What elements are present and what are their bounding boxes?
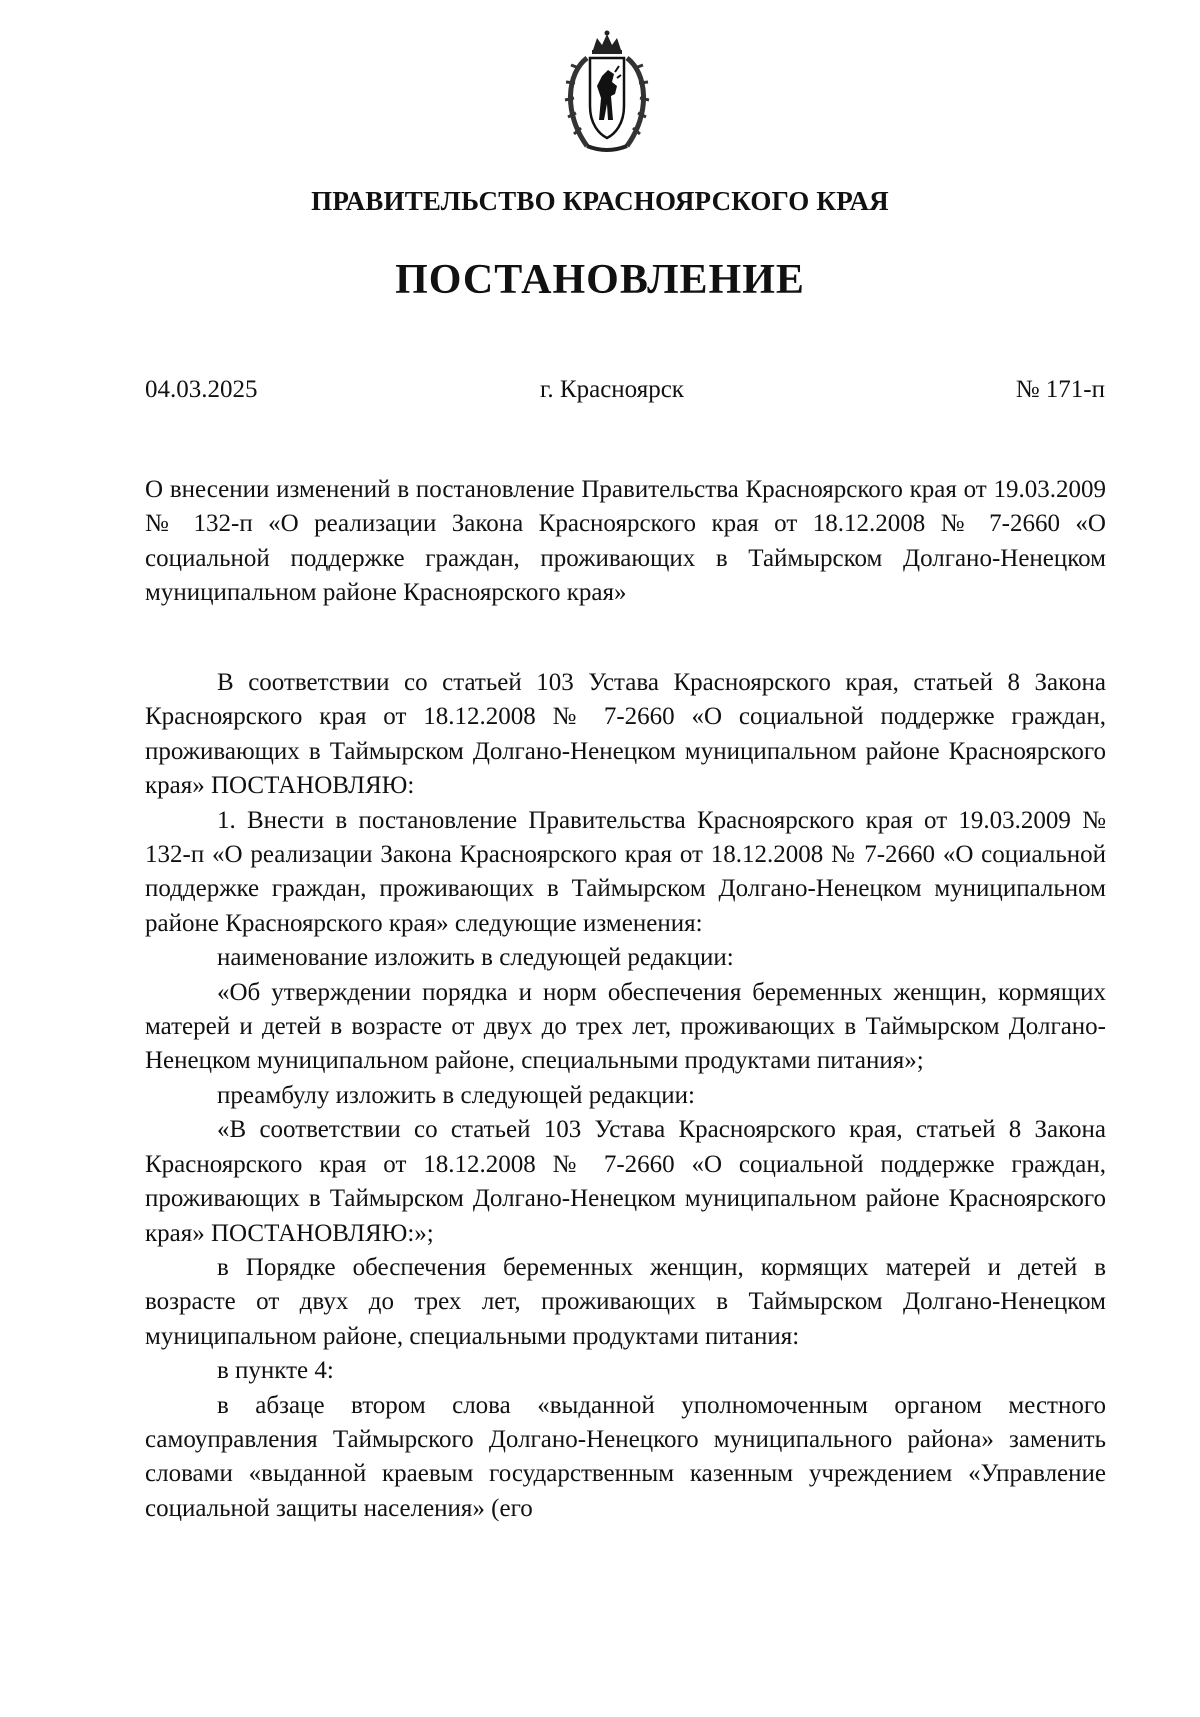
body-paragraph: «Об утверждении порядка и норм обеспечения беременных женщин, кормящих матерей и детей в возрасте от двух до трех лет, проживающих в Таймырском Долгано-Ненецком муниципальном районе, специальными продуктами питания»; — [145, 978, 1106, 1075]
document-date: 04.03.2025 — [145, 376, 258, 403]
document-number: № 171-п — [1015, 376, 1105, 403]
document-city: г. Красноярск — [540, 376, 684, 403]
organization-name: ПРАВИТЕЛЬСТВО КРАСНОЯРСКОГО КРАЯ — [311, 186, 889, 216]
body-paragraph: 1. Внести в постановление Правительства Красноярского края от 19.03.2009 № 132-п «О реализации Закона Красноярского края от 18.12.2008 № 7-2660 «О социальной поддержке граждан, проживающих в Таймырском Долгано-Ненецком муниципальном районе Красноярского края» следующие изменения: — [145, 806, 1106, 937]
document-body — [145, 666, 1106, 1526]
body-paragraph: В соответствии со статьей 103 Устава Красноярского края, статьей 8 Закона Красноярского края от 18.12.2008 № 7-2660 «О социальной поддержке граждан, проживающих в Таймырском Долгано-Ненецком муниципальном районе Красноярского края» ПОСТАНОВЛЯЮ: — [145, 669, 1106, 800]
body-paragraph: в Порядке обеспечения беременных женщин, кормящих матерей и детей в возрасте от двух до трех лет, проживающих в Таймырском Долгано-Ненецком муниципальном районе, специальными продуктами питания: — [145, 1253, 1106, 1350]
document-title: О внесении изменений в постановление Правительства Красноярского края от 19.03.2009 № 132-п «О реализации Закона Красноярского края от 18.12.2008 № 7-2660 «О социальной поддержке граждан, проживающих в Таймырском Долгано-Ненецком муниципальном районе Красноярского края» — [145, 476, 1106, 606]
coat-of-arms-icon — [557, 28, 657, 158]
body-paragraph: в пункте 4: — [217, 1357, 334, 1385]
body-paragraph: наименование изложить в следующей редакции: — [217, 944, 734, 972]
body-paragraph: в абзаце втором слова «выданной уполномоченным органом местного самоуправления Таймырского Долгано-Ненецкого муниципального района» заменить словами «выданной краевым государственным казенным учреждением «Управление социальной защиты населения» (его — [145, 1391, 1106, 1522]
body-paragraph: преамбулу изложить в следующей редакции: — [217, 1081, 696, 1109]
document-type: ПОСТАНОВЛЕНИЕ — [395, 257, 805, 303]
body-paragraph: «В соответствии со статьей 103 Устава Красноярского края, статьей 8 Закона Красноярского края от 18.12.2008 № 7-2660 «О социальной поддержке граждан, проживающих в Таймырском Долгано-Ненецком муниципальном районе Красноярского края» ПОСТАНОВЛЯЮ:»; — [145, 1116, 1106, 1247]
